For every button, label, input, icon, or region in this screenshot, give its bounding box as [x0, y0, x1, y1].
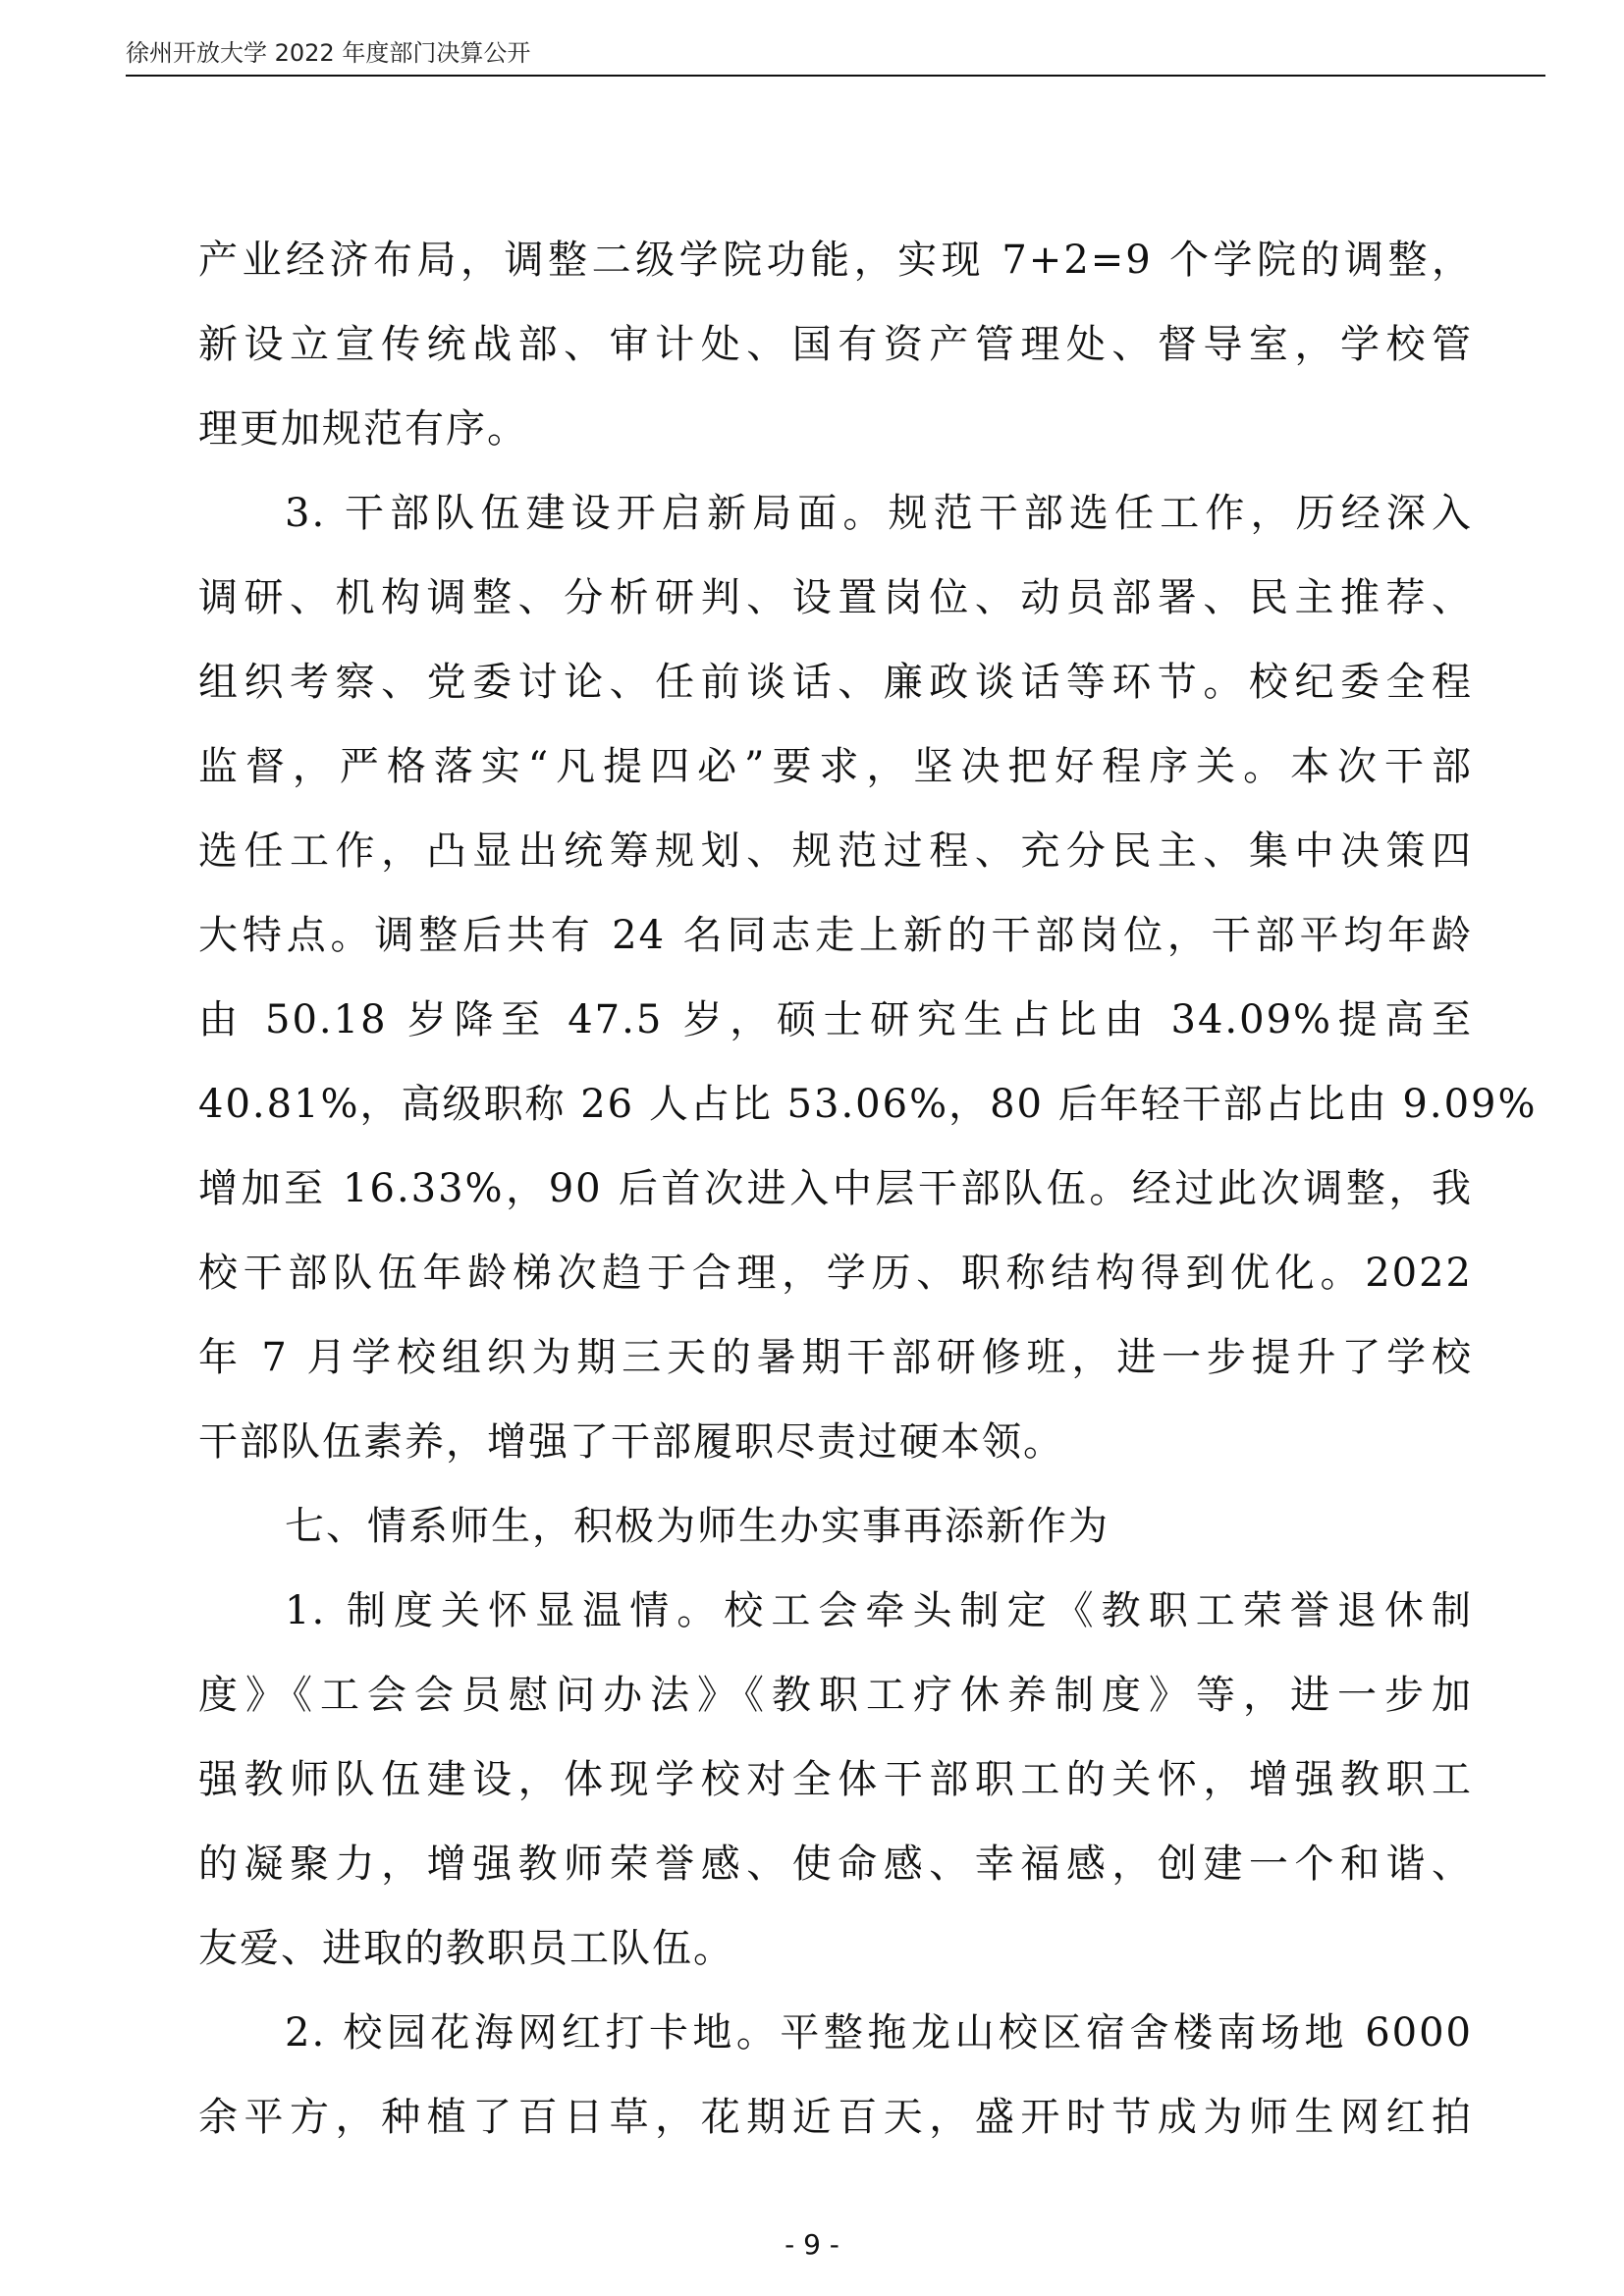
text-line: 新设立宣传统战部、审计处、国有资产管理处、督导室，学校管	[198, 322, 1473, 367]
text-line: 3. 干部队伍建设开启新局面。规范干部选任工作，历经深入	[285, 491, 1473, 536]
text-line: 大特点。调整后共有 24 名同志走上新的干部岗位，干部平均年龄	[198, 913, 1473, 958]
header-divider	[126, 75, 1545, 77]
text-line: 产业经济布局，调整二级学院功能，实现 7+2=9 个学院的调整，	[198, 238, 1473, 283]
text-line: 选任工作，凸显出统筹规划、规范过程、充分民主、集中决策四	[198, 828, 1473, 874]
text-line: 强教师队伍建设，体现学校对全体干部职工的关怀，增强教职工	[198, 1757, 1473, 1802]
text-line: 增加至 16.33%，90 后首次进入中层干部队伍。经过此次调整，我	[198, 1166, 1473, 1211]
text-line: 组织考察、党委讨论、任前谈话、廉政谈话等环节。校纪委全程	[198, 660, 1473, 705]
text-line: 由 50.18 岁降至 47.5 岁，硕士研究生占比由 34.09%提高至	[198, 997, 1473, 1042]
text-line: 余平方，种植了百日草，花期近百天，盛开时节成为师生网红拍	[198, 2095, 1473, 2140]
text-line: 干部队伍素养，增强了干部履职尽责过硬本领。	[198, 1419, 1064, 1465]
text-line: 调研、机构调整、分析研判、设置岗位、动员部署、民主推荐、	[198, 575, 1473, 620]
text-line: 2. 校园花海网红打卡地。平整拖龙山校区宿舍楼南场地 6000	[285, 2010, 1473, 2056]
text-line: 友爱、进取的教职员工队伍。	[198, 1926, 734, 1971]
text-line: 1. 制度关怀显温情。校工会牵头制定《教职工荣誉退休制	[285, 1588, 1473, 1633]
document-header-title: 徐州开放大学 2022 年度部门决算公开	[126, 39, 531, 67]
text-line: 监督，严格落实“凡提四必”要求，坚决把好程序关。本次干部	[198, 744, 1473, 789]
text-line: 的凝聚力，增强教师荣誉感、使命感、幸福感，创建一个和谐、	[198, 1842, 1473, 1887]
page-number: - 9 -	[785, 2228, 839, 2261]
text-line: 年 7 月学校组织为期三天的暑期干部研修班，进一步提升了学校	[198, 1335, 1473, 1380]
text-line: 度》《工会会员慰问办法》《教职工疗休养制度》等，进一步加	[198, 1673, 1473, 1718]
document-body	[198, 218, 1538, 2160]
text-line: 40.81%，高级职称 26 人占比 53.06%，80 后年轻干部占比由 9.09%	[198, 1082, 1538, 1127]
text-line: 理更加规范有序。	[198, 406, 528, 452]
text-line: 七、情系师生，积极为师生办实事再添新作为	[285, 1504, 1110, 1549]
text-line: 校干部队伍年龄梯次趋于合理，学历、职称结构得到优化。2022	[198, 1251, 1473, 1296]
